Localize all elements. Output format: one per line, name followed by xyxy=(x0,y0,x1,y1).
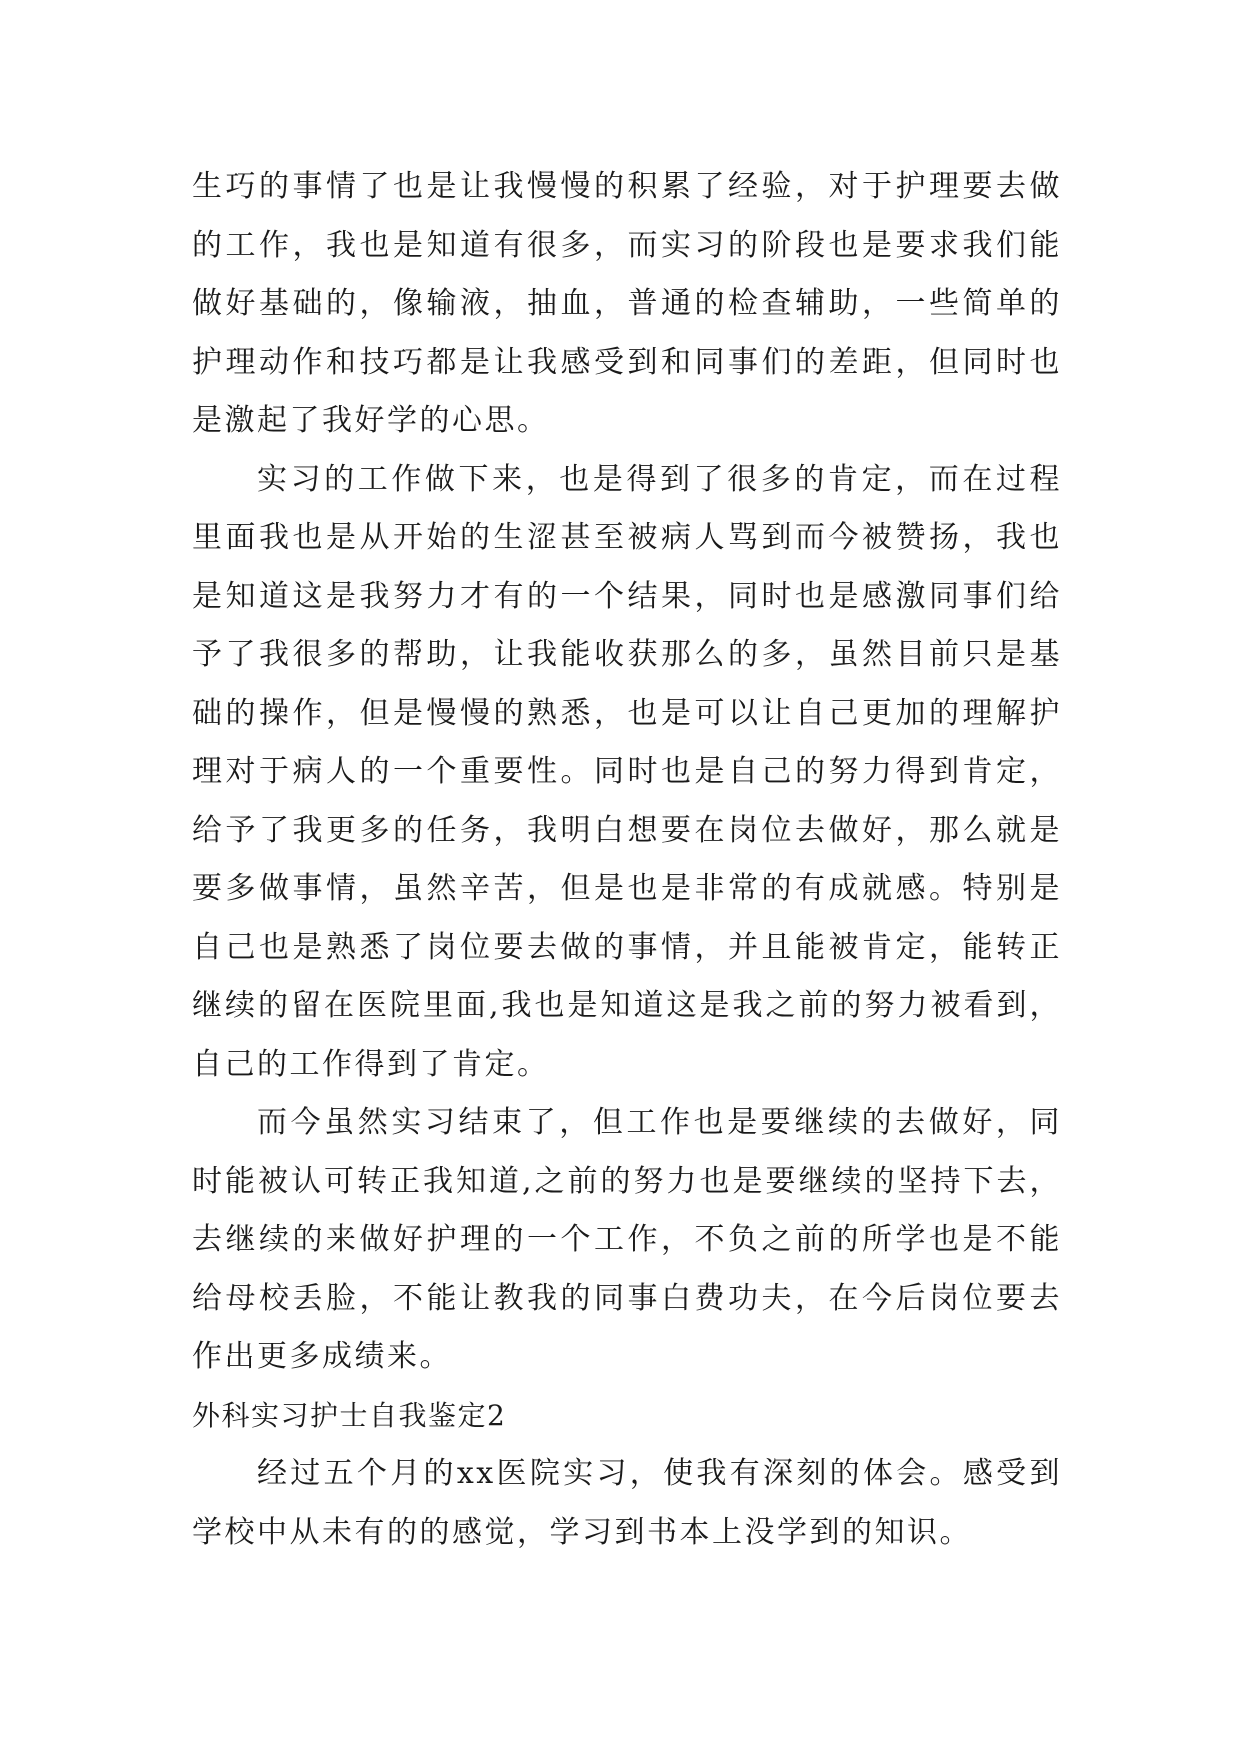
section-paragraph-1: 经过五个月的xx医院实习，使我有深刻的体会。感受到学校中从未有的的感觉，学习到书本上没学到的知识。 xyxy=(192,1456,1062,1550)
section-title: 外科实习护士自我鉴定2 xyxy=(192,1398,507,1432)
document-body xyxy=(192,158,1062,1562)
body-paragraph-1: 生巧的事情了也是让我慢慢的积累了经验，对于护理要去做的工作，我也是知道有很多，而实习的阶段也是要求我们能做好基础的，像输液，抽血，普通的检查辅助，一些简单的护理动作和技巧都是让我感受到和同事们的差距，但同时也是激起了我好学的心思。 xyxy=(192,169,1062,438)
body-paragraph-2: 实习的工作做下来，也是得到了很多的肯定，而在过程里面我也是从开始的生涩甚至被病人骂到而今被赞扬，我也是知道这是我努力才有的一个结果，同时也是感激同事们给予了我很多的帮助，让我能收获那么的多，虽然目前只是基础的操作，但是慢慢的熟悉，也是可以让自己更加的理解护理对于病人的一个重要性。同时也是自己的努力得到肯定，给予了我更多的任务，我明白想要在岗位去做好，那么就是要多做事情，虽然辛苦，但是也是非常的有成就感。特别是自己也是熟悉了岗位要去做的事情，并且能被肯定，能转正继续的留在医院里面,我也是知道这是我之前的努力被看到，自己的工作得到了肯定。 xyxy=(192,461,1062,1082)
body-paragraph-3: 而今虽然实习结束了，但工作也是要继续的去做好，同时能被认可转正我知道,之前的努力也是要继续的坚持下去，去继续的来做好护理的一个工作，不负之前的所学也是不能给母校丢脸，不能让教我的同事白费功夫，在今后岗位要去作出更多成绩来。 xyxy=(192,1105,1062,1374)
